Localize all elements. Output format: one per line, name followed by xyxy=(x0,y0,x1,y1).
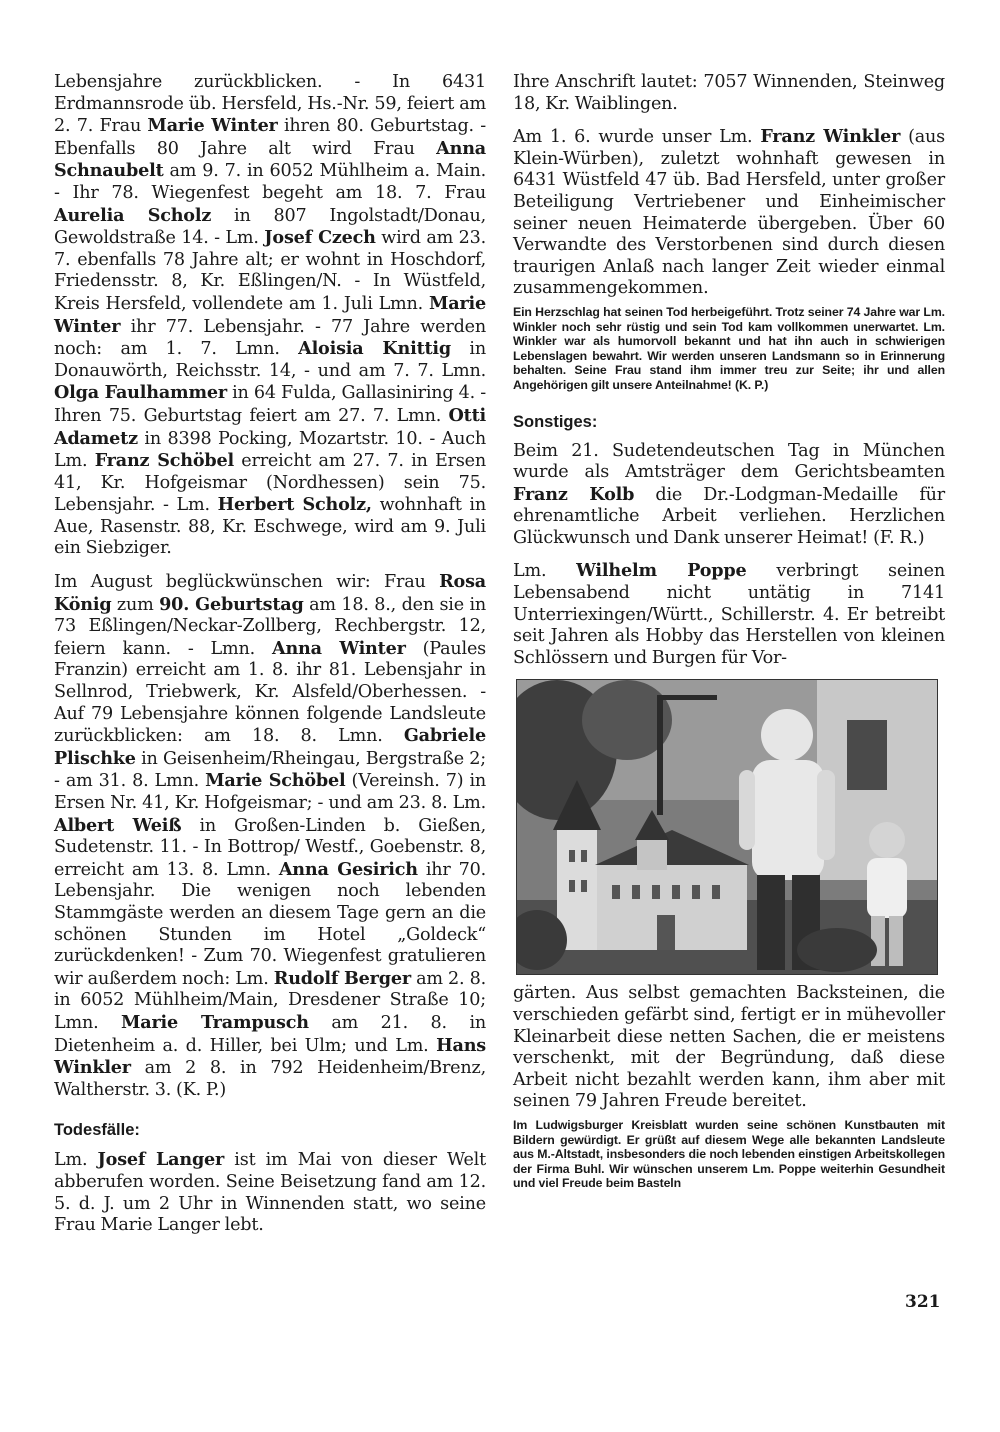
person-name: 90. Geburtstag xyxy=(159,593,304,615)
kolb-paragraph: Beim 21. Sudetendeutschen Tag in München wurde als Amtsträger dem Gerichtsbeamten Franz Kolb die Dr.-Lodgman-Medaille für ehrenamtliche Arbeit verliehen. Herzlichen Glückwunsch und Dank unserer Heimat! (F. R.) xyxy=(513,440,946,548)
person-name: Albert Weiß xyxy=(54,814,182,836)
heading-deaths: Todesfälle: xyxy=(54,1121,140,1140)
person-name: Hans Winkler xyxy=(54,1034,486,1079)
winkler-note: Ein Herzschlag hat seinen Tod herbeigeführt. Trotz seiner 74 Jahre war Lm. Winkler noch sehr rüstig und sein Tod kam vollkommen unerwartet. Lm. Winkler war als humorvoll bekannt und hat ihn auch in schwierigen Lebenslagen bewahrt. Wir werden unseren Landsmann so in Erinnerung behalten. Seine Frau stand ihm immer treu zur Seite; ihr und allen Angehörigen gilt unsere Anteilnahme! (K. P.) xyxy=(513,304,945,392)
right-column xyxy=(513,72,945,1191)
person-name: Anna Schnaubelt xyxy=(54,137,486,182)
person-name: Gabriele Plischke xyxy=(54,725,486,769)
person-name: Franz Schöbel xyxy=(94,450,234,472)
person-name: Aloisia Knittig xyxy=(298,338,452,360)
person-name: Rosa König xyxy=(54,571,486,615)
photo-illustration xyxy=(517,680,937,974)
person-name: Anna Gesirich xyxy=(278,858,418,880)
heading-misc: Sonstiges: xyxy=(513,412,598,431)
person-name: Josef Langer xyxy=(97,1149,225,1171)
poppe-note: Im Ludwigsburger Kreisblatt wurden seine schönen Kunstbauten mit Bildern gewürdigt. Er grüßt auf diesem Wege alle bekannten Landsleute aus M.-Altstadt, insbesonders die noch lebenden einstigen Arbeitskollegen der Firma Buhl. Wir wünschen unserem Lm. Poppe weiterhin Gesundheit und viel Freude beim Basteln xyxy=(513,1118,945,1191)
person-name: Marie Winter xyxy=(147,115,278,137)
person-name: Josef Czech xyxy=(264,227,376,249)
person-name: Rudolf Berger xyxy=(273,967,411,989)
death-paragraph-winkler: Am 1. 6. wurde unser Lm. Franz Winkler (aus Klein-Würben), zuletzt wohnhaft gewesen in 6431 Wüstfeld 47 üb. Bad Hersfeld, unter großer Beteiligung Vertriebener und Einheimischer seiner neuen Heimaterde übergeben. Über 60 Verwandte des Verstorbenen sind durch diesen traurigen Anlaß nach langer Zeit wieder einmal zusammengekommen. xyxy=(513,126,945,299)
person-name: Marie Schöbel xyxy=(205,770,346,792)
person-name: Marie Trampusch xyxy=(121,1011,309,1033)
left-column xyxy=(54,72,486,1237)
birthday-paragraph-july: Lebensjahre zurückblicken. - In 6431 Erdmannsrode üb. Hersfeld, Hs.-Nr. 59, feiert am 2. 7. Frau Marie Winter ihren 80. Geburtstag. - Ebenfalls 80 Jahre alt wird Frau Anna Schnaubelt am 9. 7. in 6052 Mühlheim a. Main. - Ihr 78. Wiegenfest begeht am 18. 7. Frau Aurelia Scholz in 807 Ingolstadt/Donau, Gewoldstraße 14. - Lm. Josef Czech wird am 23. 7. ebenfalls 78 Jahre alt; er wohnt in Hoschdorf, Friedensstr. 8, Kr. Eßlingen/N. - In Wüstfeld, Kreis Hersfeld, vollendete am 1. Juli Lmn. Marie Winter ihr 77. Lebensjahr. - 77 Jahre werden noch: am 1. 7. Lmn. Aloisia Knittig in Donauwörth, Reichsstr. 14, - und am 7. 7. Lmn. Olga Faulhammer in 64 Fulda, Gallasiniring 4. - Ihren 75. Geburtstag feiert am 27. 7. Lmn. Otti Adametz in 8398 Pocking, Mozartstr. 10. - Auch Lm. Franz Schöbel erreicht am 27. 7. in Ersen 41, Kr. Hofgeismar (Nordhessen) sein 75. Lebensjahr. - Lm. Herbert Scholz, wohnhaft in Aue, Rasenstr. 88, Kr. Eschwege, wird am 9. Juli ein Siebziger. xyxy=(54,72,487,559)
person-name: Marie Winter xyxy=(54,292,486,337)
poppe-paragraph-continued: gärten. Aus selbst gemachten Backsteinen, die verschieden gefärbt sind, fertigt er in mühevoller Kleinarbeit diese netten Sachen, die er meistens verschenkt, mit der Begründung, daß diese Arbeit nicht bezahlt werden kann, ihm aber mit seinen 79 Jahren Freude bereitet. xyxy=(513,983,945,1112)
person-name: Otti Adametz xyxy=(54,404,486,449)
photo-man-child-castle xyxy=(516,679,938,975)
person-name: Olga Faulhammer xyxy=(54,382,227,404)
death-paragraph-langer: Lm. Josef Langer ist im Mai von dieser Welt abberufen worden. Seine Beisetzung fand am 12. 5. d. J. um 2 Uhr in Winnenden statt, wo seine Frau Marie Langer lebt. xyxy=(54,1149,486,1236)
person-name: Franz Winkler xyxy=(760,126,901,148)
person-name: Franz Kolb xyxy=(513,483,635,505)
person-name: Wilhelm Poppe xyxy=(576,560,747,582)
person-name: Herbert Scholz, xyxy=(217,494,372,516)
address-paragraph: Ihre Anschrift lautet: 7057 Winnenden, Steinweg 18, Kr. Waiblingen. xyxy=(513,72,945,114)
birthday-paragraph-august: Im August beglückwünschen wir: Frau Rosa König zum 90. Geburtstag am 18. 8., den sie in 73 Eßlingen/Neckar-Zollberg, Rechbergstr. 12, feiern kann. - Lmn. Anna Winter (Paules Franzin) erreicht am 1. 8. ihr 81. Lebensjahr in Sellnrod, Triebwerk, Kr. Alsfeld/Oberhessen. - Auf 79 Lebensjahre können folgende Landsleute zurückblicken: am 18. 8. Lmn. Gabriele Plischke in Geisenheim/Rheingau, Bergstraße 2; - am 31. 8. Lmn. Marie Schöbel (Vereinsh. 7) in Ersen Nr. 41, Kr. Hofgeismar; - und am 23. 8. Lm. Albert Weiß in Großen-Linden b. Gießen, Sudetenstr. 11. - In Bottrop/ Westf., Goebenstr. 8, erreicht am 13. 8. Lmn. Anna Gesirich ihr 70. Lebensjahr. Die wenigen noch lebenden Stammgäste werden an diesem Tage gern an die schönen Stunden im Hotel „Goldeck“ zurückdenken! - Zum 70. Wiegenfest gratulieren wir außerdem noch: Lm. Rudolf Berger am 2. 8. in 6052 Mühlheim/Main, Dresdener Straße 10; Lmn. Marie Trampusch am 21. 8. in Dietenheim a. d. Hiller, bei Ulm; und Lm. Hans Winkler am 2 8. in 792 Heidenheim/Brenz, Waltherstr. 3. (K. P.) xyxy=(54,571,487,1100)
person-name: Aurelia Scholz xyxy=(54,204,212,226)
page-number: 321 xyxy=(905,1292,941,1312)
poppe-paragraph: Lm. Wilhelm Poppe verbringt seinen Lebensabend nicht untätig in 7141 Unterriexingen/Württ., Schillerstr. 4. Er betreibt seit Jahren als Hobby das Herstellen von kleinen Schlössern und Burgen für Vor- xyxy=(513,560,945,668)
person-name: Anna Winter xyxy=(272,637,406,659)
